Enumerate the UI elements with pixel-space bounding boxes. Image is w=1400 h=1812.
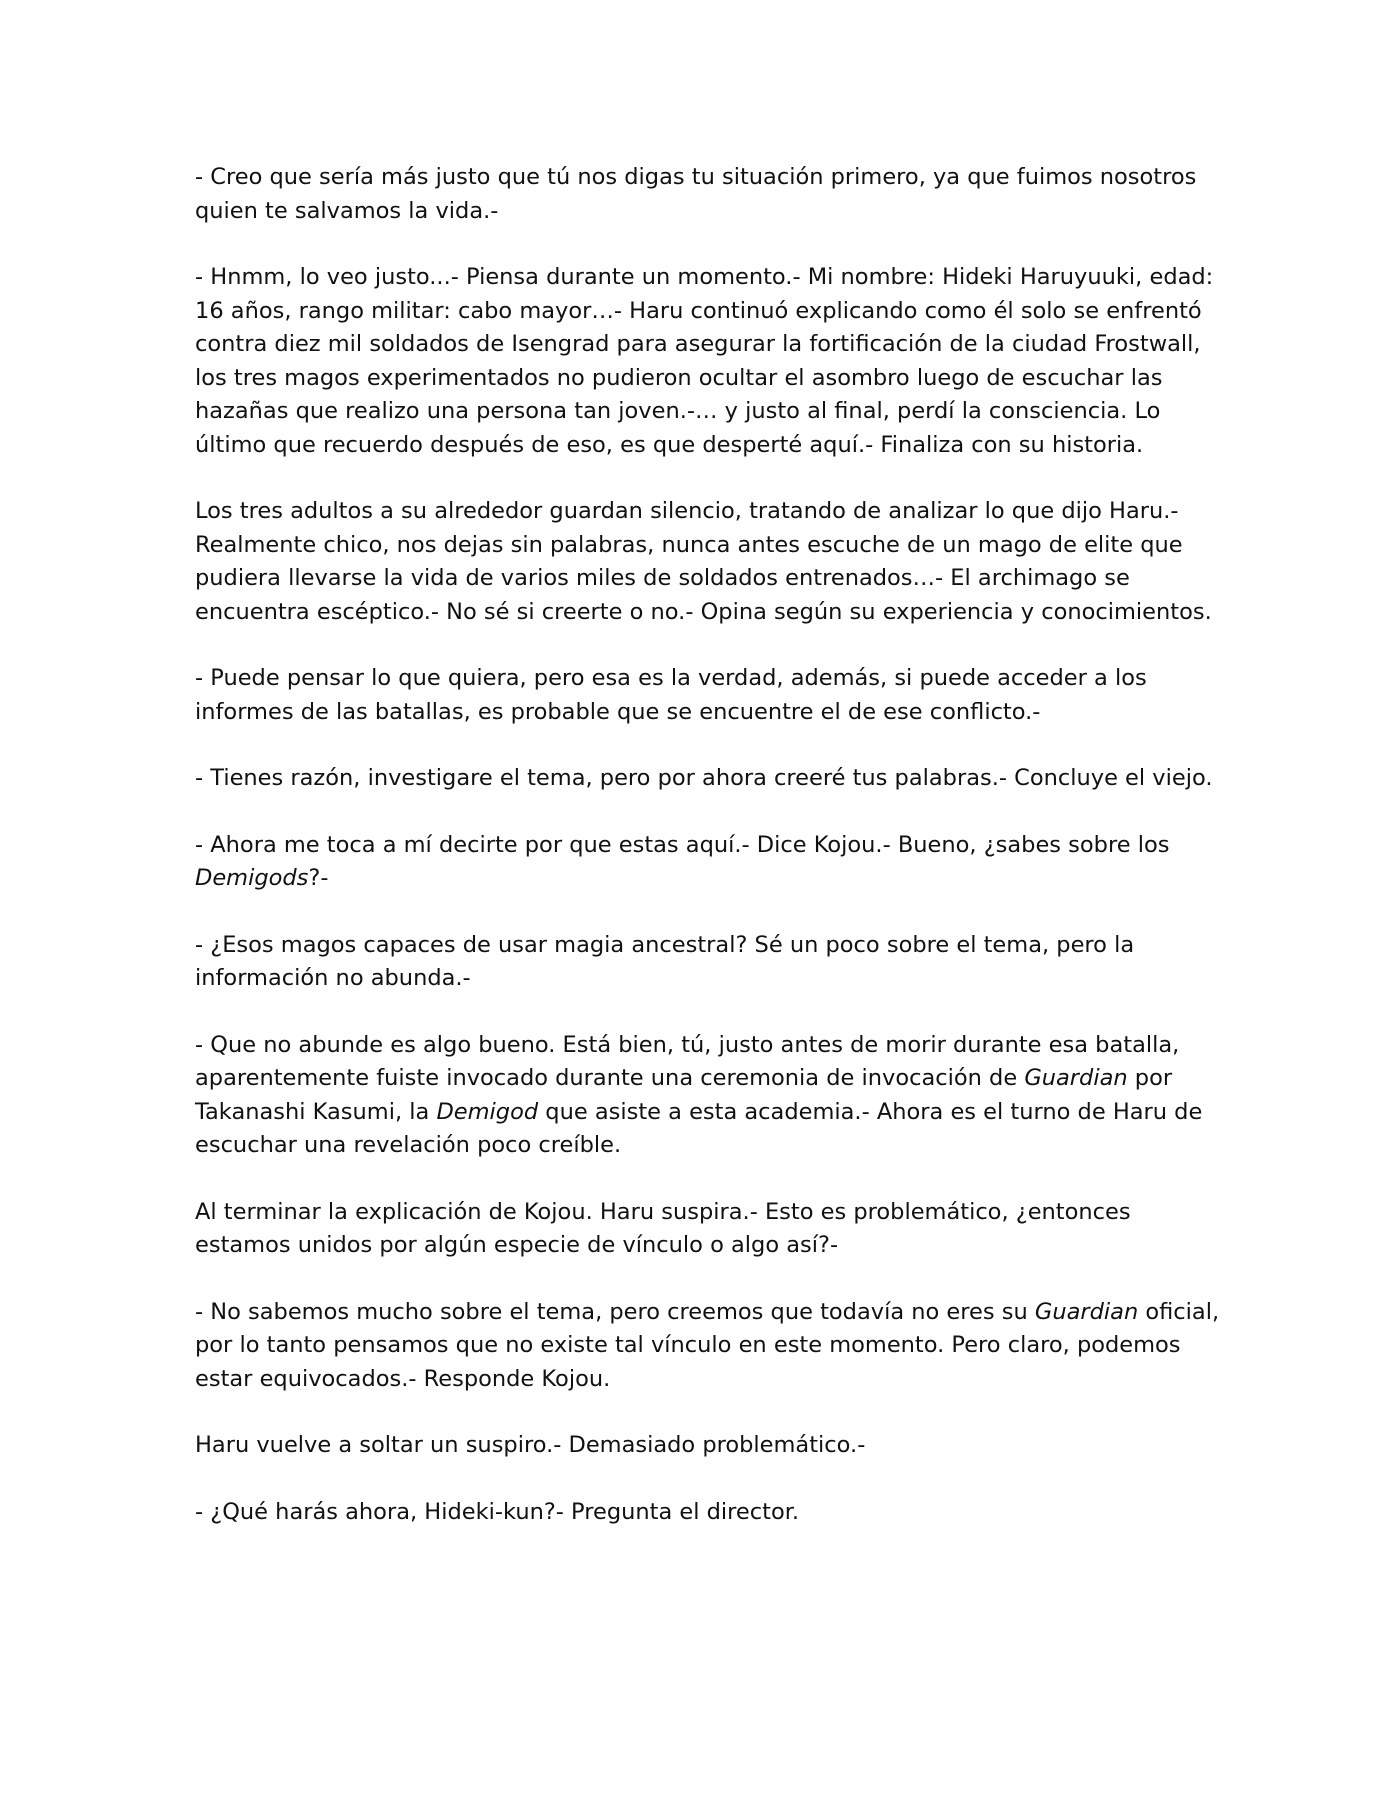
paragraph-text: - No sabemos mucho sobre el tema, pero creemos que todavía no eres su <box>195 1298 1035 1325</box>
paragraph-text: por Takanashi Kasumi, la <box>195 1065 1173 1125</box>
paragraph-text: - Hnmm, lo veo justo...- Piensa durante un momento.- Mi nombre: Hideki Haruyuuki, edad: 16 años, rango militar: cabo mayor…- Haru continuó explicando como él solo se enfrentó contra diez mil soldados de Isengrad para asegurar la fortificación de la ciudad Frostwall, los tres magos experimentados no pudieron ocultar el asombro luego de escuchar las hazañas que realizo una persona tan joven.-… y justo al final, perdí la consciencia. Lo último que recuerdo después de eso, es que desperté aquí.- Finaliza con su historia. <box>195 264 1214 458</box>
paragraph-text: oficial, por lo tanto pensamos que no existe tal vínculo en este momento. Pero claro, podemos estar equivocados.- Responde Kojou. <box>195 1298 1220 1392</box>
paragraph <box>195 1029 1225 1163</box>
paragraph-text: - ¿Esos magos capaces de usar magia ancestral? Sé un poco sobre el tema, pero la información no abunda.- <box>195 931 1135 991</box>
paragraph-text: - Creo que sería más justo que tú nos digas tu situación primero, ya que fuimos nosotros quien te salvamos la vida.- <box>195 164 1197 224</box>
document-body <box>195 161 1225 1562</box>
paragraph-text: que asiste a esta academia.- Ahora es el turno de Haru de escuchar una revelación poco creíble. <box>195 1098 1203 1158</box>
paragraph <box>195 1429 1225 1463</box>
paragraph <box>195 1196 1225 1263</box>
italic-term: Demigod <box>436 1098 539 1125</box>
paragraph <box>195 762 1225 796</box>
paragraph-text: Los tres adultos a su alrededor guardan silencio, tratando de analizar lo que dijo Haru.- Realmente chico, nos dejas sin palabras, nunca antes escuche de un mago de elite que pudiera llevarse la vida de varios miles de soldados entrenados…- El archimago se encuentra escéptico.- No sé si creerte o no.- Opina según su experiencia y conocimientos. <box>195 498 1212 625</box>
paragraph-text: - Ahora me toca a mí decirte por que estas aquí.- Dice Kojou.- Bueno, ¿sabes sobre los <box>195 831 1170 858</box>
italic-term: Guardian <box>1034 1298 1139 1325</box>
paragraph-text: ?- <box>308 865 329 891</box>
paragraph <box>195 495 1225 629</box>
paragraph <box>195 1496 1225 1530</box>
paragraph <box>195 829 1225 896</box>
paragraph <box>195 662 1225 729</box>
paragraph <box>195 161 1225 228</box>
paragraph-text: Haru vuelve a soltar un suspiro.- Demasiado problemático.- <box>195 1432 866 1458</box>
paragraph-text: - ¿Qué harás ahora, Hideki-kun?- Pregunta el director. <box>195 1498 800 1525</box>
paragraph-text: Al terminar la explicación de Kojou. Haru suspira.- Esto es problemático, ¿entonces estamos unidos por algún especie de vínculo o algo así?- <box>195 1198 1131 1258</box>
paragraph <box>195 261 1225 462</box>
italic-term: Guardian <box>1024 1065 1128 1091</box>
italic-term: Demigods <box>195 865 309 891</box>
paragraph <box>195 1296 1225 1397</box>
paragraph-text: - Que no abunde es algo bueno. Está bien, tú, justo antes de morir durante esa batalla, aparentemente fuiste invocado durante una ceremonia de invocación de <box>195 1031 1180 1091</box>
paragraph-text: - Puede pensar lo que quiera, pero esa es la verdad, además, si puede acceder a los informes de las batallas, es probable que se encuentre el de ese conflicto.- <box>195 665 1147 725</box>
paragraph <box>195 929 1225 996</box>
paragraph-text: - Tienes razón, investigare el tema, pero por ahora creeré tus palabras.- Concluye el viejo. <box>195 765 1213 791</box>
